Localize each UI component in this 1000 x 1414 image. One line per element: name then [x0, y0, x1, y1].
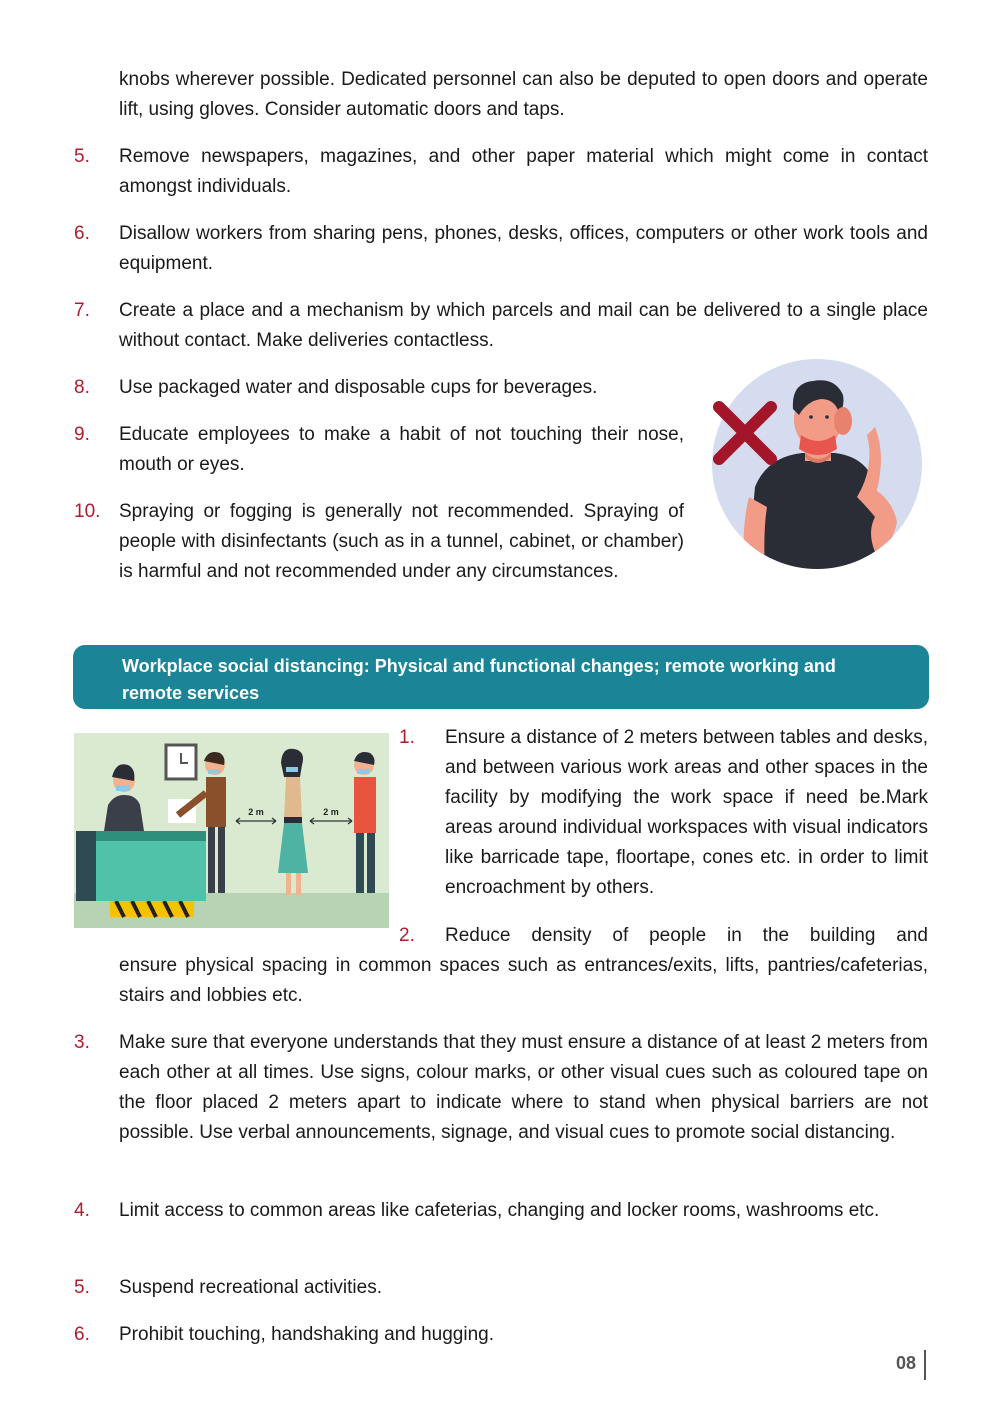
distancing-text-2a: Reduce density of people in the building and [445, 925, 928, 946]
no-face-touching-illustration [707, 357, 927, 572]
item-text-6: Disallow workers from sharing pens, phones, desks, offices, computers or other work tools and equipment. [119, 223, 928, 274]
distance-label-1: 2 m [248, 807, 264, 817]
item-text-7: Create a place and a mechanism by which parcels and mail can be delivered to a single place without contact. Make deliveries contactless. [119, 300, 928, 351]
distancing-number-3: 3. [74, 1032, 90, 1053]
distancing-text-6: Prohibit touching, handshaking and hugging. [119, 1324, 495, 1345]
item-text-5: Remove newspapers, magazines, and other paper material which might come in contact amongst individuals. [119, 146, 928, 197]
distancing-number-1: 1. [399, 727, 415, 748]
item-number-5: 5. [74, 146, 90, 167]
distancing-number-2: 2. [399, 925, 415, 946]
item-text-10: Spraying or fogging is generally not recommended. Spraying of people with disinfectants (such as in a tunnel, cabinet, or chamber) is harmful and not recommended under any circumstances. [119, 501, 684, 582]
distancing-text-1: Ensure a distance of 2 meters between tables and desks, and between various work areas and other spaces in the facility by modifying the work space if need be.Mark areas around individual workspaces with visual indicators like barricade tape, floortape, cones etc. in order to limit encroachment by others. [445, 727, 928, 898]
item-number-10: 10. [74, 501, 101, 522]
queue-distancing-illustration [74, 733, 389, 928]
distance-label-2: 2 m [323, 807, 339, 817]
item-text-9: Educate employees to make a habit of not touching their nose, mouth or eyes. [119, 424, 684, 475]
item-text-8: Use packaged water and disposable cups for beverages. [119, 377, 598, 398]
section-title: Workplace social distancing: Physical and functional changes; remote working and remote services [122, 656, 836, 703]
item-number-7: 7. [74, 300, 90, 321]
item-number-8: 8. [74, 377, 90, 398]
page-number: 08 [880, 1350, 926, 1380]
continuation-text: knobs wherever possible. Dedicated personnel can also be deputed to open doors and operate lift, using gloves. Consider automatic doors and taps. [119, 69, 928, 120]
distancing-number-5: 5. [74, 1277, 90, 1298]
distancing-number-4: 4. [74, 1200, 90, 1221]
distancing-text-2b: ensure physical spacing in common spaces such as entrances/exits, lifts, pantries/cafeterias, stairs and lobbies etc. [119, 955, 928, 1006]
item-number-9: 9. [74, 424, 90, 445]
distancing-text-5: Suspend recreational activities. [119, 1277, 382, 1298]
distancing-number-6: 6. [74, 1324, 90, 1345]
distancing-text-3: Make sure that everyone understands that they must ensure a distance of at least 2 meters from each other at all times. Use signs, colour marks, or other visual cues such as coloured tape on the floor placed 2 meters apart to indicate where to stand when physical barriers are not possible. Use verbal announcements, signage, and visual cues to promote social distancing. [119, 1032, 928, 1143]
distancing-text-4: Limit access to common areas like cafeterias, changing and locker rooms, washrooms etc. [119, 1200, 880, 1221]
item-number-6: 6. [74, 223, 90, 244]
section-banner [73, 645, 929, 709]
